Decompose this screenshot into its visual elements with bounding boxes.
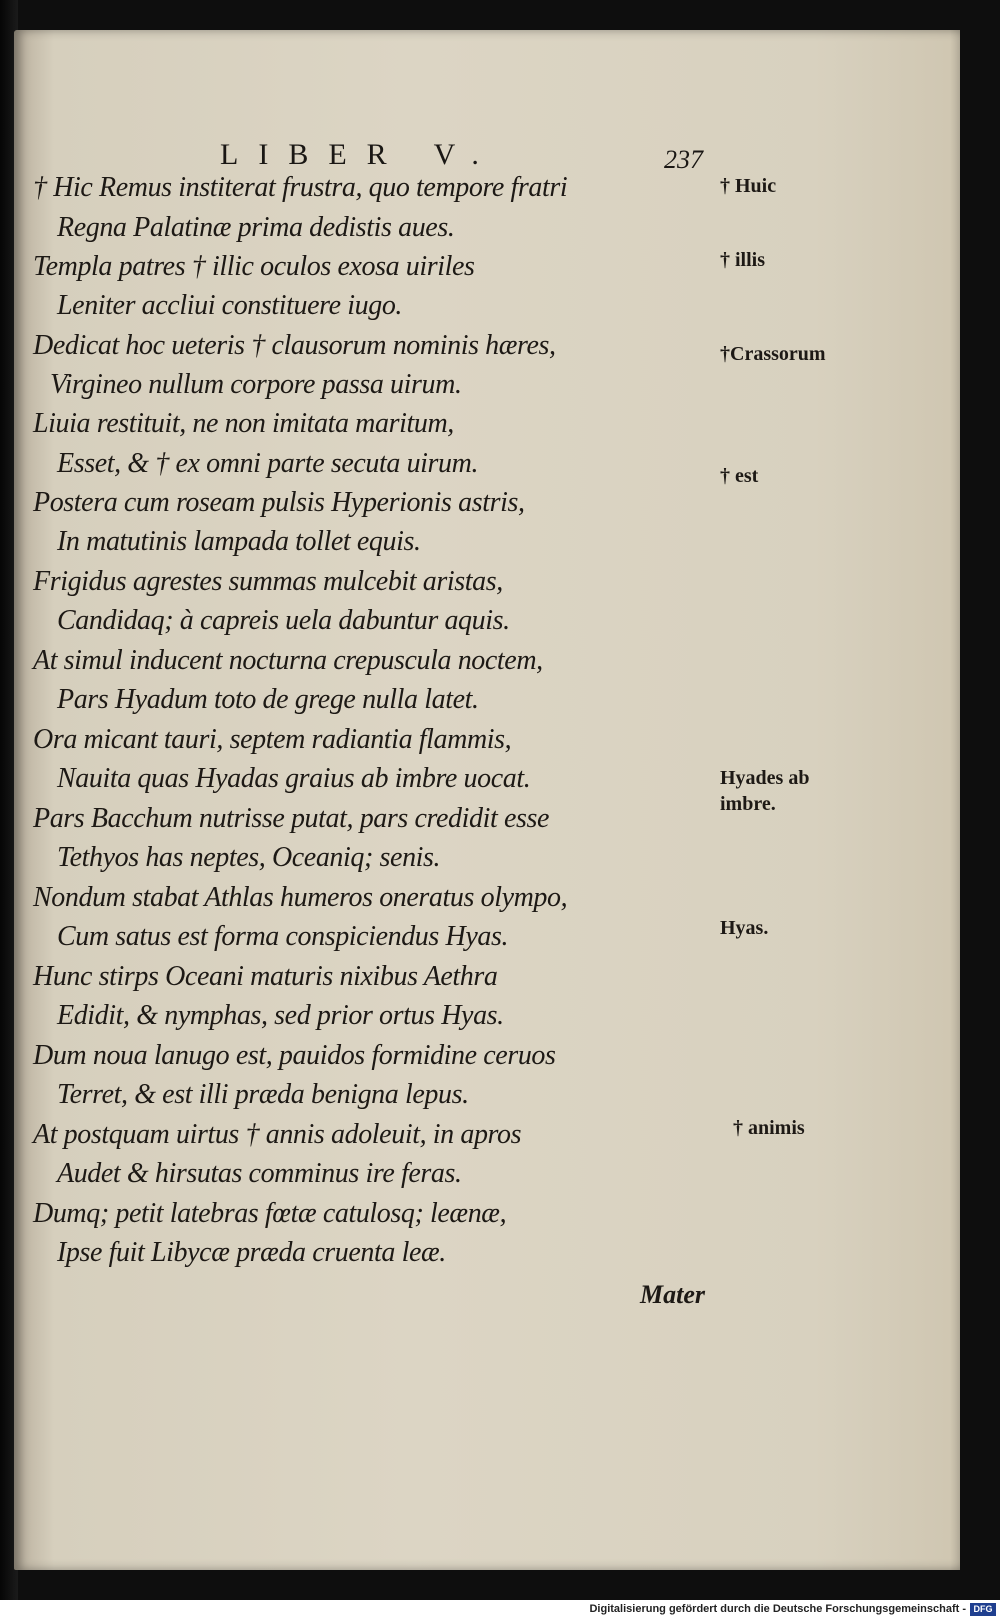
margin-note: † est xyxy=(720,465,759,487)
verse-line: Ipse fuit Libycæ præda cruenta leæ. xyxy=(57,1237,446,1268)
verse-line: Nauita quas Hyadas graius ab imbre uocat. xyxy=(57,763,531,794)
verse-line: Tethyos has neptes, Oceaniq; senis. xyxy=(57,842,441,873)
verse-line: Ora micant tauri, septem radiantia flammis, xyxy=(33,724,512,755)
verse-line: Hunc stirps Oceani maturis nixibus Aethra xyxy=(33,961,498,992)
catchword: Mater xyxy=(640,1280,705,1309)
verse-line: Esset, & † ex omni parte secuta uirum. xyxy=(57,448,479,479)
verse-line: Dumq; petit latebras fœtæ catulosq; leænæ, xyxy=(33,1198,507,1229)
verse-line: Dedicat hoc ueteris † clausorum nominis hæres, xyxy=(33,330,556,361)
verse-line: Audet & hirsutas comminus ire feras. xyxy=(57,1158,462,1189)
margin-note: † illis xyxy=(720,249,766,271)
verse-line: Regna Palatinæ prima dedistis aues. xyxy=(57,212,455,243)
margin-note: †Crassorum xyxy=(720,343,826,365)
verse-line: At simul inducent nocturna crepuscula noctem, xyxy=(33,645,543,676)
margin-note: † Huic xyxy=(720,175,777,197)
running-head: LIBER V. xyxy=(220,138,499,171)
verse-line: Leniter accliui constituere iugo. xyxy=(57,290,403,321)
verse-line: Terret, & est illi præda benigna lepus. xyxy=(57,1079,469,1110)
footer-credit: Digitalisierung gefördert durch die Deutsche Forschungsgemeinschaft - xyxy=(589,1603,966,1615)
dfg-logo: DFG xyxy=(970,1603,996,1616)
verse-line: Postera cum roseam pulsis Hyperionis astris, xyxy=(33,487,525,518)
verse-line: † Hic Remus institerat frustra, quo tempore fratri xyxy=(33,172,568,203)
page-edge-shadow xyxy=(950,30,960,1570)
margin-note: Hyas. xyxy=(720,917,769,939)
verse-line: Nondum stabat Athlas humeros oneratus olympo, xyxy=(33,882,568,913)
verse-line: In matutinis lampada tollet equis. xyxy=(57,526,421,557)
verse-line: Frigidus agrestes summas mulcebit aristas, xyxy=(33,566,503,597)
verse-line: Templa patres † illic oculos exosa uiriles xyxy=(33,251,475,282)
verse-line: Edidit, & nymphas, sed prior ortus Hyas. xyxy=(57,1000,504,1031)
verse-line: At postquam uirtus † annis adoleuit, in apros xyxy=(33,1119,522,1150)
verse-line: Pars Bacchum nutrisse putat, pars credidit esse xyxy=(33,803,550,834)
page-number: 237 xyxy=(664,145,703,174)
margin-note: imbre. xyxy=(720,793,776,815)
margin-note: Hyades ab xyxy=(720,767,810,789)
digitization-footer xyxy=(0,1600,1000,1620)
verse-line: Dum noua lanugo est, pauidos formidine ceruos xyxy=(33,1040,556,1071)
verse-line: Virgineo nullum corpore passa uirum. xyxy=(50,369,462,400)
verse-line: Candidaq; à capreis uela dabuntur aquis. xyxy=(57,605,510,636)
verse-line: Liuia restituit, ne non imitata maritum, xyxy=(33,408,454,439)
margin-note: † animis xyxy=(733,1117,805,1139)
verse-line: Pars Hyadum toto de grege nulla latet. xyxy=(57,684,479,715)
verse-line: Cum satus est forma conspiciendus Hyas. xyxy=(57,921,509,952)
